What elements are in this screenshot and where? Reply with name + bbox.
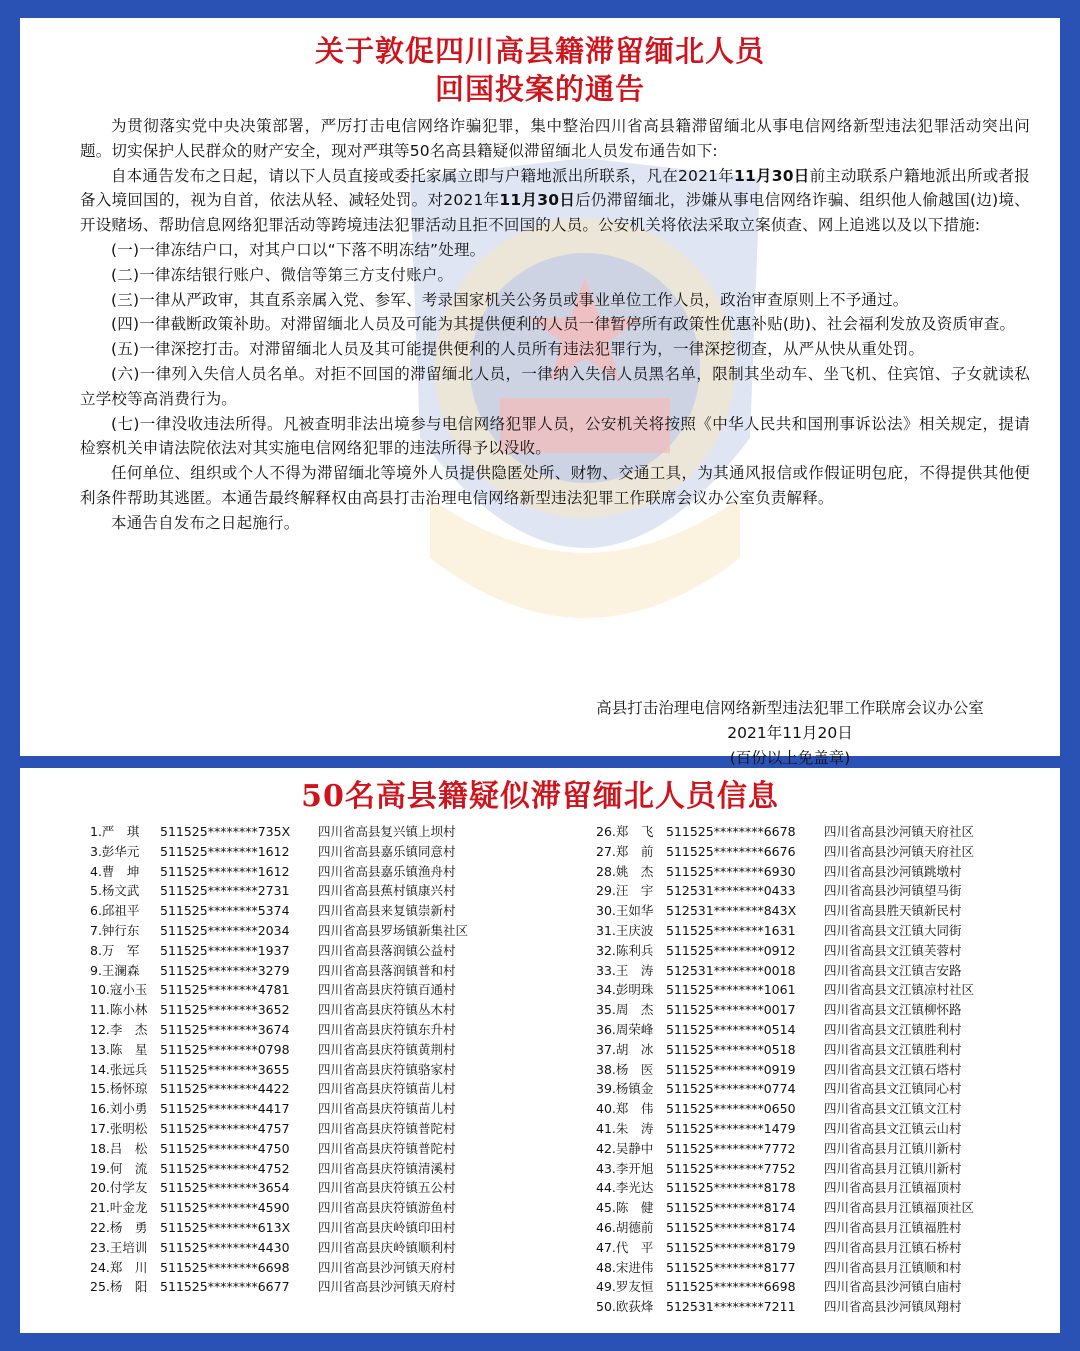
issue-date: 2021年11月20日 bbox=[727, 724, 853, 742]
person-row bbox=[90, 1020, 570, 1040]
person-name: 50.欧荻烽 bbox=[596, 1299, 654, 1315]
person-id: 511525********8179 bbox=[666, 1239, 796, 1255]
person-row bbox=[596, 1198, 1076, 1218]
person-id: 511525********0774 bbox=[666, 1081, 796, 1097]
person-address: 四川省高县嘉乐镇同意村 bbox=[318, 843, 456, 859]
person-id: 511525********0798 bbox=[160, 1041, 290, 1057]
person-list-left bbox=[90, 822, 570, 1297]
notice-panel bbox=[20, 18, 1060, 767]
person-address: 四川省高县文江镇云山村 bbox=[824, 1120, 962, 1136]
person-name: 7.钟行东 bbox=[90, 922, 140, 938]
person-row bbox=[596, 1079, 1076, 1099]
notice-title-line2: 回国投案的通告 bbox=[434, 72, 645, 106]
person-address: 四川省高县文江镇文江村 bbox=[824, 1101, 962, 1117]
person-name: 25.杨 阳 bbox=[90, 1279, 148, 1295]
person-id: 511525********4590 bbox=[160, 1200, 290, 1216]
person-id: 512531********843X bbox=[666, 903, 797, 919]
person-name: 34.彭明珠 bbox=[596, 982, 654, 998]
person-row bbox=[90, 842, 570, 862]
person-list-right bbox=[596, 822, 1076, 1317]
person-row bbox=[90, 961, 570, 981]
person-address: 四川省高县沙河镇白庙村 bbox=[824, 1279, 962, 1295]
person-id: 511525********4417 bbox=[160, 1101, 290, 1117]
person-address: 四川省高县庆岭镇印田村 bbox=[318, 1219, 456, 1235]
person-address: 四川省高县落润镇普和村 bbox=[318, 962, 456, 978]
person-address: 四川省高县沙河镇天府村 bbox=[318, 1259, 456, 1275]
person-address: 四川省高县庆符镇普陀村 bbox=[318, 1120, 456, 1136]
person-id: 511525********4752 bbox=[160, 1160, 290, 1176]
person-name: 41.朱 涛 bbox=[596, 1120, 654, 1136]
person-row bbox=[596, 901, 1076, 921]
person-row bbox=[90, 1000, 570, 1020]
person-row bbox=[596, 1297, 1076, 1317]
person-name: 15.杨怀琼 bbox=[90, 1081, 148, 1097]
person-name: 29.汪 宇 bbox=[596, 883, 654, 899]
person-address: 四川省高县月江镇石桥村 bbox=[824, 1239, 962, 1255]
person-id: 511525********0919 bbox=[666, 1061, 796, 1077]
person-row bbox=[596, 1000, 1076, 1020]
person-row bbox=[596, 1099, 1076, 1119]
person-address: 四川省高县庆符镇苗儿村 bbox=[318, 1081, 456, 1097]
intro-paragraph: 为贯彻落实党中央决策部署，严厉打击电信网络诈骗犯罪，集中整治四川省高县籍滞留缅北从事电信网络新型违法犯罪活动突出问题。切实保护人民群众的财产安全，现对严琪等50名高县籍疑似滞留缅北人员发布通告如下: bbox=[80, 117, 1030, 160]
person-row bbox=[596, 1060, 1076, 1080]
person-row bbox=[596, 1139, 1076, 1159]
person-id: 511525********8174 bbox=[666, 1200, 796, 1216]
person-address: 四川省高县文江镇吉安路 bbox=[824, 962, 962, 978]
person-name: 38.杨 医 bbox=[596, 1061, 654, 1077]
person-id: 511525********3652 bbox=[160, 1002, 290, 1018]
person-row bbox=[596, 941, 1076, 961]
person-address: 四川省高县文江镇同心村 bbox=[824, 1081, 962, 1097]
person-name: 36.周荣峰 bbox=[596, 1021, 654, 1037]
person-address: 四川省高县文江镇胜利村 bbox=[824, 1021, 962, 1037]
person-id: 511525********8178 bbox=[666, 1180, 796, 1196]
person-row bbox=[90, 1099, 570, 1119]
person-address: 四川省高县庆符镇普陀村 bbox=[318, 1140, 456, 1156]
person-address: 四川省高县沙河镇天府社区 bbox=[824, 843, 975, 859]
person-row bbox=[90, 1139, 570, 1159]
person-row bbox=[596, 1040, 1076, 1060]
person-row bbox=[90, 881, 570, 901]
person-row bbox=[90, 1159, 570, 1179]
measure-3: (三)一律从严政审，其直系亲属入党、参军、考录国家机关公务员或事业单位工作人员，政治审查原则上不予通过。 bbox=[111, 290, 909, 309]
person-row bbox=[90, 862, 570, 882]
person-name: 40.郑 伟 bbox=[596, 1101, 654, 1117]
person-name: 42.吴静中 bbox=[596, 1140, 654, 1156]
person-name: 47.代 平 bbox=[596, 1239, 654, 1255]
person-name: 22.杨 勇 bbox=[90, 1219, 148, 1235]
person-name: 5.杨文武 bbox=[90, 883, 140, 899]
measure-7: (七)一律没收违法所得。凡被查明非法出境参与电信网络犯罪人员，公安机关将按照《中华人民共和国刑事诉讼法》相关规定，提请检察机关申请法院依法对其实施电信网络犯罪的违法所得予以没收。 bbox=[80, 414, 1030, 458]
person-address: 四川省高县复兴镇上坝村 bbox=[318, 824, 456, 839]
person-name: 10.寇小玉 bbox=[90, 982, 148, 998]
measure-5: (五)一律深挖打击。对滞留缅北人员及其可能提供便利的人员所有违法犯罪行为，一律深挖彻查，从严从快从重处罚。 bbox=[111, 340, 925, 359]
person-address: 四川省高县沙河镇凤翔村 bbox=[824, 1299, 962, 1315]
person-row bbox=[596, 1218, 1076, 1238]
person-address: 四川省高县嘉乐镇渔舟村 bbox=[318, 863, 456, 879]
person-address: 四川省高县来复镇崇新村 bbox=[318, 903, 456, 919]
person-id: 511525********0514 bbox=[666, 1021, 796, 1037]
person-id: 511525********0650 bbox=[666, 1101, 796, 1117]
person-address: 四川省高县胜天镇新民村 bbox=[824, 903, 962, 919]
person-name: 24.郑 川 bbox=[90, 1259, 148, 1275]
person-name: 18.吕 松 bbox=[90, 1140, 148, 1156]
person-id: 511525********3674 bbox=[160, 1021, 290, 1037]
deadline-paragraph bbox=[80, 164, 1030, 238]
person-row bbox=[90, 1060, 570, 1080]
person-row bbox=[90, 1178, 570, 1198]
person-id: 511525********6698 bbox=[160, 1259, 290, 1275]
person-id: 511525********4422 bbox=[160, 1081, 290, 1097]
person-row bbox=[90, 941, 570, 961]
person-address: 四川省高县文江镇芙蓉村 bbox=[824, 942, 962, 958]
person-address: 四川省高县庆符镇游鱼村 bbox=[318, 1200, 456, 1216]
person-address: 四川省高县文江镇凉村社区 bbox=[824, 982, 975, 998]
person-address: 四川省高县蕉村镇康兴村 bbox=[318, 883, 456, 899]
person-id: 511525********6698 bbox=[666, 1279, 796, 1295]
person-id: 511525********3279 bbox=[160, 962, 290, 978]
person-address: 四川省高县月江镇川新村 bbox=[824, 1160, 962, 1176]
signature-block bbox=[510, 696, 1070, 771]
person-row bbox=[596, 842, 1076, 862]
person-name: 11.陈小林 bbox=[90, 1002, 148, 1018]
person-name: 30.王如华 bbox=[596, 903, 654, 919]
person-name: 26.郑 飞 bbox=[596, 824, 654, 839]
person-name: 45.陈 健 bbox=[596, 1200, 654, 1216]
person-name: 37.胡 冰 bbox=[596, 1041, 654, 1057]
person-address: 四川省高县月江镇福胜村 bbox=[824, 1219, 962, 1235]
person-name: 35.周 杰 bbox=[596, 1002, 654, 1018]
person-id: 511525********4750 bbox=[160, 1140, 290, 1156]
person-id: 511525********5374 bbox=[160, 903, 290, 919]
person-row bbox=[90, 1198, 570, 1218]
person-address: 四川省高县庆符镇骆家村 bbox=[318, 1061, 456, 1077]
person-address: 四川省高县庆符镇百通村 bbox=[318, 982, 456, 998]
deadline-date-2: 11月30日 bbox=[499, 191, 576, 210]
notice-body bbox=[80, 114, 1030, 536]
person-address: 四川省高县文江镇大同街 bbox=[824, 922, 962, 938]
person-address: 四川省高县文江镇柳怀路 bbox=[824, 1002, 962, 1018]
person-name: 19.何 流 bbox=[90, 1160, 148, 1176]
person-id: 511525********1937 bbox=[160, 942, 290, 958]
person-address: 四川省高县文江镇石塔村 bbox=[824, 1061, 962, 1077]
person-name: 16.刘小勇 bbox=[90, 1101, 148, 1117]
person-id: 511525********2731 bbox=[160, 883, 290, 899]
person-row bbox=[596, 1020, 1076, 1040]
person-name: 21.叶金龙 bbox=[90, 1200, 148, 1216]
person-id: 512531********7211 bbox=[666, 1299, 796, 1315]
list-title: 50名高县籍疑似滞留缅北人员信息 bbox=[301, 779, 779, 814]
person-name: 14.张远兵 bbox=[90, 1061, 148, 1077]
person-row bbox=[596, 1178, 1076, 1198]
person-row bbox=[596, 961, 1076, 981]
person-address: 四川省高县罗场镇新集社区 bbox=[318, 922, 469, 938]
person-name: 39.杨镇金 bbox=[596, 1081, 654, 1097]
notice-title-line1: 关于敦促四川高县籍滞留缅北人员 bbox=[314, 34, 765, 68]
person-name: 23.王培训 bbox=[90, 1239, 148, 1255]
person-id: 511525********8177 bbox=[666, 1259, 796, 1275]
person-id: 511525********4430 bbox=[160, 1239, 290, 1255]
person-row bbox=[90, 1238, 570, 1258]
person-id: 511525********1612 bbox=[160, 863, 290, 879]
stamp-note: (百份以上免盖章) bbox=[729, 749, 851, 767]
person-address: 四川省高县庆符镇五公村 bbox=[318, 1180, 456, 1196]
person-name: 3.彭华元 bbox=[90, 843, 140, 859]
person-name: 13.陈 星 bbox=[90, 1041, 148, 1057]
person-address: 四川省高县月江镇福顶社区 bbox=[824, 1200, 975, 1216]
person-name: 17.张明松 bbox=[90, 1120, 148, 1136]
person-id: 511525********6678 bbox=[666, 824, 796, 839]
person-name: 32.陈利兵 bbox=[596, 942, 654, 958]
person-row bbox=[596, 881, 1076, 901]
person-row bbox=[596, 921, 1076, 941]
person-address: 四川省高县月江镇福顶村 bbox=[824, 1180, 962, 1196]
person-address: 四川省高县庆符镇苗儿村 bbox=[318, 1101, 456, 1117]
person-id: 511525********3654 bbox=[160, 1180, 290, 1196]
notice-title bbox=[20, 32, 1060, 108]
person-id: 511525********6677 bbox=[160, 1279, 290, 1295]
person-id: 511525********2034 bbox=[160, 922, 290, 938]
person-row bbox=[596, 1159, 1076, 1179]
person-id: 511525********8174 bbox=[666, 1219, 796, 1235]
deadline-text-e: 后仍滞留缅北，涉嫌从事电信网络诈骗、组织他人偷越国(边)境、开设赌场、帮助信息网络犯罪活动等跨境违法犯罪活动且拒不回国的人员。公安机关将依法采取立案侦查、网上追逃以及以下措施: bbox=[80, 191, 1030, 235]
person-id: 512531********0018 bbox=[666, 962, 796, 978]
person-row bbox=[596, 1119, 1076, 1139]
list-panel bbox=[20, 768, 1060, 1333]
person-name: 49.罗友恒 bbox=[596, 1279, 654, 1295]
person-name: 1.严 琪 bbox=[90, 824, 140, 839]
person-name: 4.曹 坤 bbox=[90, 863, 140, 879]
person-name: 44.李光达 bbox=[596, 1180, 654, 1196]
person-name: 8.万 军 bbox=[90, 942, 140, 958]
person-row bbox=[596, 862, 1076, 882]
person-row bbox=[90, 1119, 570, 1139]
person-row bbox=[90, 921, 570, 941]
person-id: 511525********613X bbox=[160, 1219, 291, 1235]
person-address: 四川省高县月江镇顺和村 bbox=[824, 1259, 962, 1275]
person-id: 512531********0433 bbox=[666, 883, 796, 899]
person-name: 9.王澜森 bbox=[90, 962, 140, 978]
deadline-text-a: 自本通告发布之日起，请以下人员直接或委托家属立即与户籍地派出所联系，凡在2021年 bbox=[111, 166, 735, 185]
person-address: 四川省高县庆符镇清溪村 bbox=[318, 1160, 456, 1176]
person-name: 20.付学友 bbox=[90, 1180, 148, 1196]
effective-paragraph: 本通告自发布之日起施行。 bbox=[111, 513, 300, 532]
person-id: 511525********1479 bbox=[666, 1120, 796, 1136]
person-row bbox=[90, 1277, 570, 1297]
person-address: 四川省高县文江镇胜利村 bbox=[824, 1041, 962, 1057]
person-id: 511525********1631 bbox=[666, 922, 796, 938]
person-id: 511525********0017 bbox=[666, 1002, 796, 1018]
person-row bbox=[90, 980, 570, 1000]
prohibition-paragraph: 任何单位、组织或个人不得为滞留缅北等境外人员提供隐匿处所、财物、交通工具，为其通风报信或作假证明包庇，不得提供其他便利条件帮助其逃匿。本通告最终解释权由高县打击治理电信网络新型违法犯罪工作联席会议办公室负责解释。 bbox=[80, 464, 1030, 507]
person-row bbox=[90, 1218, 570, 1238]
person-address: 四川省高县庆岭镇顺利村 bbox=[318, 1239, 456, 1255]
person-id: 511525********3655 bbox=[160, 1061, 290, 1077]
person-name: 31.王庆波 bbox=[596, 922, 654, 938]
person-name: 27.郑 前 bbox=[596, 843, 654, 859]
person-name: 12.李 杰 bbox=[90, 1021, 148, 1037]
person-name: 33.王 涛 bbox=[596, 962, 654, 978]
person-row bbox=[90, 822, 570, 842]
deadline-text-c: 前主动联系户籍地派出所或者报备入境回国的，视为自首，依法从轻、减轻处罚。对2021年 bbox=[80, 166, 1030, 210]
person-id: 511525********4781 bbox=[160, 982, 290, 998]
person-id: 511525********6676 bbox=[666, 843, 796, 859]
person-row bbox=[90, 1040, 570, 1060]
measure-2: (二)一律冻结银行账户、微信等第三方支付账户。 bbox=[111, 265, 454, 284]
person-address: 四川省高县沙河镇天府村 bbox=[318, 1279, 456, 1295]
person-id: 511525********6930 bbox=[666, 863, 796, 879]
person-id: 511525********7752 bbox=[666, 1160, 796, 1176]
person-id: 511525********0518 bbox=[666, 1041, 796, 1057]
person-row bbox=[596, 1238, 1076, 1258]
person-id: 511525********4757 bbox=[160, 1120, 290, 1136]
deadline-date-1: 11月30日 bbox=[734, 166, 810, 185]
issuer: 高县打击治理电信网络新型违法犯罪工作联席会议办公室 bbox=[596, 699, 984, 717]
person-row bbox=[596, 1258, 1076, 1278]
person-row bbox=[596, 980, 1076, 1000]
person-id: 511525********1061 bbox=[666, 982, 796, 998]
person-id: 511525********735X bbox=[160, 824, 291, 839]
person-row bbox=[90, 1079, 570, 1099]
person-address: 四川省高县庆符镇东升村 bbox=[318, 1021, 456, 1037]
person-address: 四川省高县沙河镇跳墩村 bbox=[824, 863, 962, 879]
person-address: 四川省高县庆符镇黄荆村 bbox=[318, 1041, 456, 1057]
person-row bbox=[90, 1258, 570, 1278]
person-id: 511525********7772 bbox=[666, 1140, 796, 1156]
measure-4: (四)一律截断政策补助。对滞留缅北人员及可能为其提供便利的人员一律暂停所有政策性优惠补贴(助)、社会福利发放及资质审查。 bbox=[111, 315, 1016, 334]
person-row bbox=[596, 1277, 1076, 1297]
person-address: 四川省高县沙河镇天府社区 bbox=[824, 824, 975, 839]
person-address: 四川省高县月江镇川新村 bbox=[824, 1140, 962, 1156]
person-row bbox=[596, 822, 1076, 842]
measure-1: (一)一律冻结户口，对其户口以“下落不明冻结”处理。 bbox=[111, 240, 486, 259]
person-name: 46.胡德前 bbox=[596, 1219, 654, 1235]
person-id: 511525********1612 bbox=[160, 843, 290, 859]
person-name: 43.李开旭 bbox=[596, 1160, 654, 1176]
person-address: 四川省高县沙河镇望马街 bbox=[824, 883, 962, 899]
person-row bbox=[90, 901, 570, 921]
person-name: 6.邱祖平 bbox=[90, 903, 140, 919]
person-name: 48.宋进伟 bbox=[596, 1259, 654, 1275]
measure-6: (六)一律列入失信人员名单。对拒不回国的滞留缅北人员，一律纳入失信人员黑名单，限制其坐动车、坐飞机、住宾馆、子女就读私立学校等高消费行为。 bbox=[80, 364, 1030, 408]
person-address: 四川省高县庆符镇丛木村 bbox=[318, 1002, 456, 1018]
person-address: 四川省高县落润镇公益村 bbox=[318, 942, 456, 958]
person-name: 28.姚 杰 bbox=[596, 863, 654, 879]
person-id: 511525********0912 bbox=[666, 942, 796, 958]
